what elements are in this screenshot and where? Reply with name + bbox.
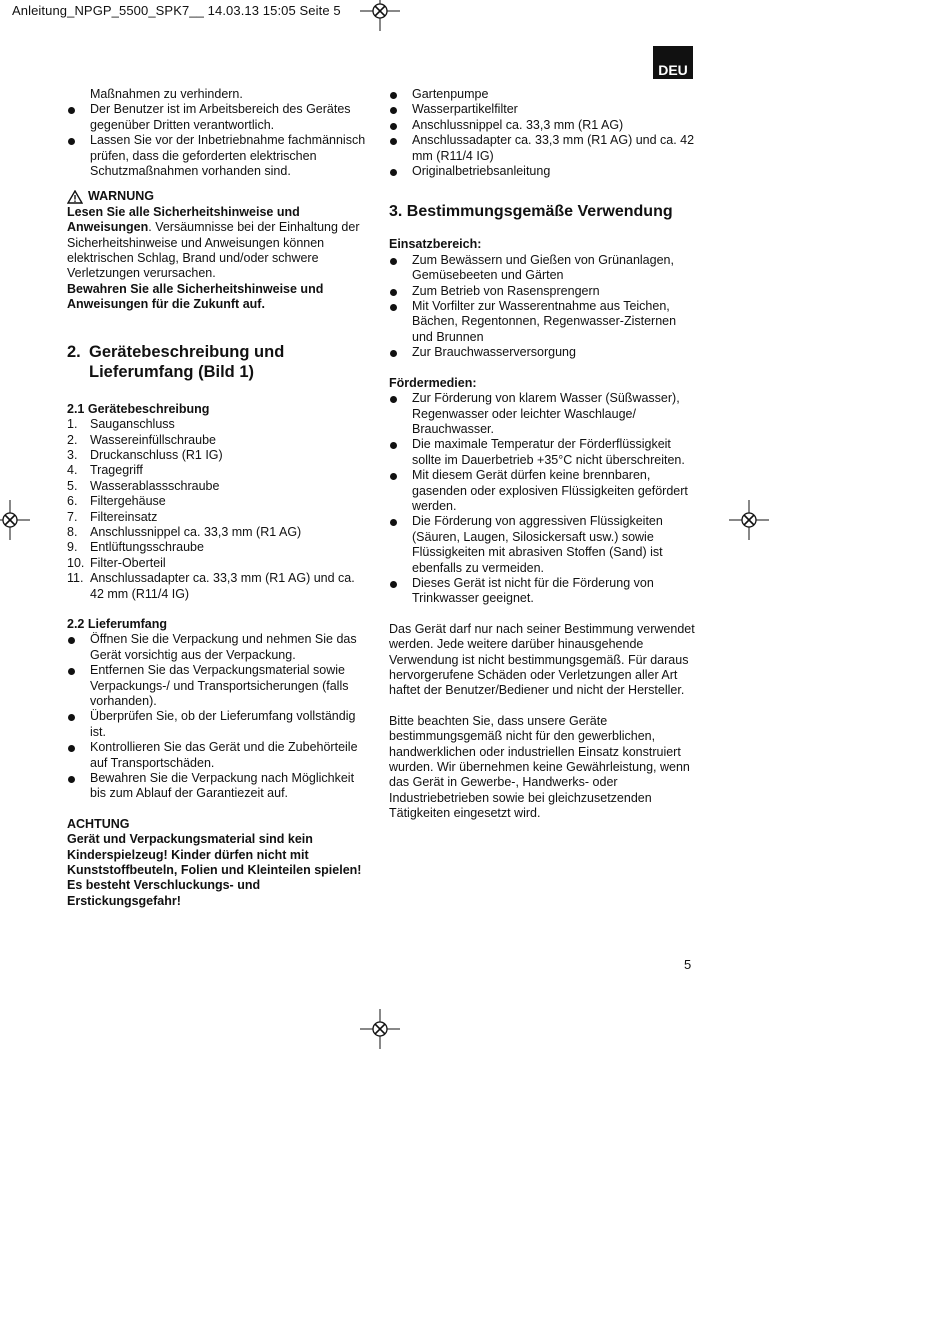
part-number: 9. [67, 540, 78, 555]
list-item: Bewahren Sie die Verpackung nach Möglichkeit bis zum Ablauf der Garantiezeit auf. [67, 771, 372, 802]
part-item [67, 448, 372, 463]
part-number: 5. [67, 478, 78, 493]
bullet-icon [68, 138, 75, 145]
part-item [67, 510, 372, 525]
list-item: Zur Brauchwasserversorgung [389, 345, 699, 360]
media-list [389, 391, 699, 607]
list-item: Entfernen Sie das Verpackungsmaterial sowie Verpackungs-/ und Transportsicherungen (falls vorhanden). [67, 663, 372, 709]
part-item [67, 494, 372, 509]
list-item: Überprüfen Sie, ob der Lieferumfang vollständig ist. [67, 709, 372, 740]
registration-mark-icon [0, 500, 30, 540]
part-item [67, 479, 372, 494]
list-item: Die maximale Temperatur der Förderflüssigkeit sollte im Dauerbetrieb +35°C nicht überschreiten. [389, 437, 699, 468]
warning-heading: WARNUNG [67, 189, 372, 204]
part-number: 1. [67, 417, 78, 432]
list-item: Zum Bewässern und Gießen von Grünanlagen, Gemüsebeeten und Gärten [389, 253, 699, 284]
part-item [67, 417, 372, 432]
bullet-icon [390, 169, 397, 176]
list-item: Der Benutzer ist im Arbeitsbereich des Gerätes gegenüber Dritten verantwortlich. [67, 102, 372, 133]
bullet-icon [390, 304, 397, 311]
part-label: Entlüftungsschraube [90, 540, 204, 555]
part-item [67, 556, 372, 571]
list-item: Originalbetriebsanleitung [389, 164, 699, 179]
part-number: 4. [67, 463, 78, 478]
subsection-2-1-title: 2.1 Gerätebeschreibung [67, 401, 210, 416]
list-item: Gartenpumpe [389, 87, 699, 102]
commercial-use-paragraph: Bitte beachten Sie, dass unsere Geräte bestimmungsgemäß nicht für den gewerblichen, handwerklichen oder industriellen Einsatz konstruiert wurden. Wir übernehmen keine Gewährleistung, wenn das Gerät in Gewerbe-, Handwerks- oder Industriebetrieben sowie bei gleichzusetzenden Tätigkeiten eingesetzt wird. [389, 713, 690, 821]
part-item [67, 571, 372, 602]
list-item: Anschlussadapter ca. 33,3 mm (R1 AG) und ca. 42 mm (R11/4 IG) [389, 133, 699, 164]
page-number: 5 [684, 957, 692, 972]
bullet-icon [68, 745, 75, 752]
list-item: Wasserpartikelfilter [389, 102, 699, 117]
bullet-icon [390, 350, 397, 357]
bullet-icon [390, 92, 397, 99]
list-item: Mit Vorfilter zur Wasserentnahme aus Teichen, Bächen, Regentonnen, Regenwasser-Zisternen und Brunnen [389, 299, 699, 345]
warning-triangle-icon [67, 190, 83, 204]
list-item: Lassen Sie vor der Inbetriebnahme fachmännisch prüfen, dass die geforderten elektrischen Schutzmaßnahmen vorhanden sind. [67, 133, 372, 179]
part-number: 10. [67, 555, 85, 570]
registration-mark-icon [729, 500, 769, 540]
parts-list [67, 417, 372, 602]
bullet-icon [390, 473, 397, 480]
left-column [67, 87, 372, 909]
part-item [67, 433, 372, 448]
delivery-steps-list [67, 632, 372, 801]
part-number: 11. [67, 571, 84, 586]
bullet-icon [390, 138, 397, 145]
attention-title: ACHTUNG [67, 816, 130, 831]
bullet-icon [390, 396, 397, 403]
scope-of-delivery-list [389, 87, 699, 179]
list-item: Zur Förderung von klarem Wasser (Süßwasser), Regenwasser oder leichter Waschlauge/ Brauchwasser. [389, 391, 699, 437]
bullet-icon [390, 581, 397, 588]
part-item [67, 463, 372, 478]
bullet-icon [68, 776, 75, 783]
list-item: Dieses Gerät ist nicht für die Förderung von Trinkwasser geeignet. [389, 576, 699, 607]
list-item: Kontrollieren Sie das Gerät und die Zubehörteile auf Transportschäden. [67, 740, 372, 771]
list-item: Zum Betrieb von Rasensprengern [389, 284, 699, 299]
bullet-icon [68, 637, 75, 644]
attention-text: Gerät und Verpackungsmaterial sind kein Kinderspielzeug! Kinder dürfen nicht mit Kunststoffbeuteln, Folien und Kleinteilen spielen! Es besteht Verschluckungs- und Erstickungsgefahr! [67, 832, 362, 908]
language-badge: DEU [653, 46, 693, 79]
bullet-icon [68, 668, 75, 675]
print-header: Anleitung_NPGP_5500_SPK7__ 14.03.13 15:05 Seite 5 [12, 3, 341, 18]
part-label: Anschlussnippel ca. 33,3 mm (R1 AG) [90, 524, 302, 539]
bullet-icon [390, 519, 397, 526]
bullet-icon [390, 289, 397, 296]
subsection-2-2-title: 2.2 Lieferumfang [67, 616, 168, 631]
registration-mark-icon [360, 1009, 400, 1049]
list-item: Mit diesem Gerät dürfen keine brennbaren, gasenden oder explosiven Flüssigkeiten gefördert werden. [389, 468, 699, 514]
use-list [389, 253, 699, 361]
right-column [389, 87, 699, 822]
part-label: Filtereinsatz [90, 509, 158, 524]
part-number: 6. [67, 494, 78, 509]
part-label: Sauganschluss [90, 417, 175, 432]
list-item: Die Förderung von aggressiven Flüssigkeiten (Säuren, Laugen, Silosickersaft usw.) sowie Flüssigkeiten mit abrasiven Stoffen (Sand) ist ebenfalls zu vermeiden. [389, 514, 699, 576]
warning-keep-note: Bewahren Sie alle Sicherheitshinweise und Anweisungen für die Zukunft auf. [67, 281, 324, 312]
bullet-icon [390, 123, 397, 130]
section-3-heading: 3. Bestimmungsgemäße Verwendung [389, 203, 673, 221]
bullet-icon [390, 258, 397, 265]
media-title: Fördermedien: [389, 375, 477, 390]
bullet-icon [68, 714, 75, 721]
use-title: Einsatzbereich: [389, 237, 482, 252]
bullet-icon [390, 107, 397, 114]
part-number: 2. [67, 432, 78, 447]
bullet-icon [68, 107, 75, 114]
intended-use-paragraph: Das Gerät darf nur nach seiner Bestimmung verwendet werden. Jede weitere darüber hinausgehende Verwendung ist nicht bestimmungsgemäß. Für daraus hervorgerufene Schäden oder Verletzungen aller Art haftet der Benutzer/Bediener und nicht der Hersteller. [389, 621, 695, 698]
part-number: 3. [67, 447, 78, 462]
part-label: Druckanschluss (R1 IG) [90, 447, 223, 462]
part-label: Filter-Oberteil [90, 555, 166, 570]
part-item [67, 540, 372, 555]
part-number: 7. [67, 509, 78, 524]
part-label: Filtergehäuse [90, 494, 166, 509]
list-item: Öffnen Sie die Verpackung und nehmen Sie das Gerät vorsichtig aus der Verpackung. [67, 632, 372, 663]
section-2-heading: 2. Gerätebeschreibung und Lieferumfang (Bild 1) [67, 342, 285, 381]
intro-continuation: Maßnahmen zu verhindern. [90, 87, 243, 101]
part-label: Wasserablassschraube [90, 478, 220, 493]
part-label: Wassereinfüllschraube [90, 432, 216, 447]
registration-mark-icon [360, 0, 400, 31]
bullet-icon [390, 442, 397, 449]
part-label: Anschlussadapter ca. 33,3 mm (R1 AG) und ca. 42 mm (R11/4 IG) [90, 571, 355, 601]
part-number: 8. [67, 524, 78, 539]
warning-text: Lesen Sie alle Sicherheitshinweise und Anweisungen. Versäumnisse bei der Einhaltung der Sicherheitshinweise und Anweisungen können elektrischen Schlag, Brand und/oder schwere Verletzungen verursachen. [67, 204, 360, 281]
list-item: Anschlussnippel ca. 33,3 mm (R1 AG) [389, 118, 699, 133]
part-label: Tragegriff [90, 463, 143, 478]
part-item [67, 525, 372, 540]
